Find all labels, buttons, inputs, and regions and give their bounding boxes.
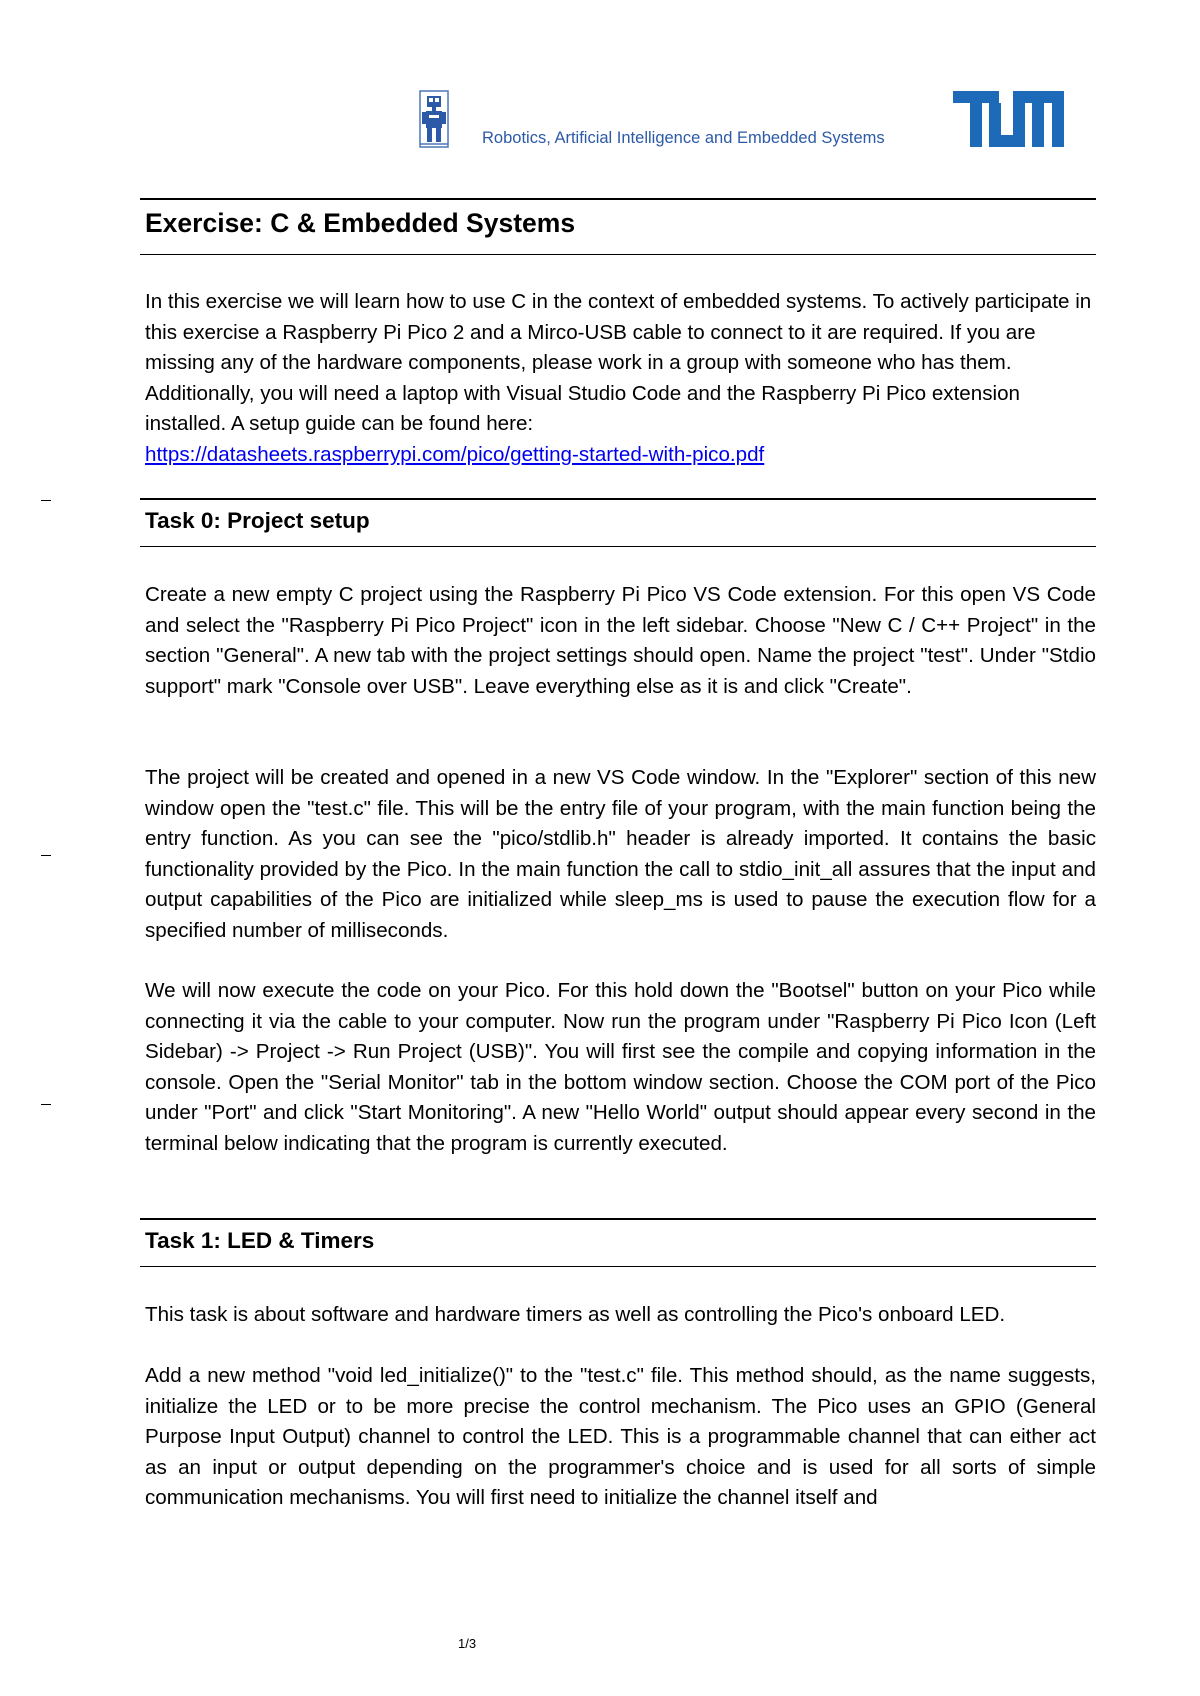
institute-name: Robotics, Artificial Intelligence and Embedded Systems <box>482 129 885 147</box>
title-top-rule <box>140 198 1096 200</box>
task0-paragraph-1: Create a new empty C project using the Raspberry Pi Pico VS Code extension. For this open VS Code and select the "Raspberry Pi Pico Project" icon in the left sidebar. Choose "New C / C++ Project" in the section "General". A new tab with the project settings should open. Name the project "test". Under "Stdio support" mark "Console over USB". Leave everything else as it is and click "Create". <box>145 583 1096 698</box>
title-bottom-rule <box>140 254 1096 255</box>
task1-bottom-rule <box>140 1266 1096 1267</box>
tum-logo-icon <box>953 91 1064 147</box>
task1-paragraph-2: Add a new method "void led_initialize()" to the "test.c" file. This method should, as the name suggests, initialize the LED or to be more precise the control mechanism. The Pico uses an GPIO (General Purpose Input Output) channel to control the LED. This is a programmable channel that can either act as an input or output depending on the programmer's choice and is used for all sorts of simple communication mechanisms. You will first need to initialize the channel itself and <box>145 1364 1096 1510</box>
task1-top-rule <box>140 1218 1096 1220</box>
task0-top-rule <box>140 498 1096 500</box>
task0-paragraph-3: We will now execute the code on your Pico. For this hold down the "Bootsel" button on your Pico while connecting it via the cable to your computer. Now run the program under "Raspberry Pi Pico Icon (Left Sidebar) -> Project -> Run Project (USB)". You will first see the compile and copying information in the console. Open the "Serial Monitor" tab in the bottom window section. Choose the COM port of the Pico under "Port" and click "Start Monitoring". A new "Hello World" output should appear every second in the terminal below indicating that the program is currently executed. <box>145 979 1096 1155</box>
task1-paragraph-1: This task is about software and hardware timers as well as controlling the Pico's onboard LED. <box>145 1303 1006 1326</box>
task0-bottom-rule <box>140 546 1096 547</box>
robot-logo-icon <box>419 90 449 148</box>
intro-text: In this exercise we will learn how to use C in the context of embedded systems. To actively participate in this exercise a Raspberry Pi Pico 2 and a Mirco-USB cable to connect to it are required. If you are missing any of the hardware components, please work in a group with someone who has them. Additionally, you will need a laptop with Visual Studio Code and the Raspberry Pi Pico extension installed. A setup guide can be found here: <box>145 290 1092 436</box>
margin-mark <box>41 1104 51 1105</box>
task0-heading: Task 0: Project setup <box>145 508 370 533</box>
task0-paragraph-2: The project will be created and opened in a new VS Code window. In the "Explorer" section of this new window open the "test.c" file. This will be the entry file of your program, with the main function being the entry function. As you can see the "pico/stdlib.h" header is already imported. It contains the basic functionality provided by the Pico. In the main function the call to stdio_init_all assures that the input and output capabilities of the Pico are initialized while sleep_ms is used to pause the execution flow for a specified number of milliseconds. <box>145 766 1096 942</box>
margin-mark <box>41 500 51 501</box>
task1-heading: Task 1: LED & Timers <box>145 1228 375 1253</box>
page-number: 1/3 <box>458 1636 477 1651</box>
setup-guide-link[interactable]: https://datasheets.raspberrypi.com/pico/getting-started-with-pico.pdf <box>145 442 765 466</box>
page-title: Exercise: C & Embedded Systems <box>145 208 576 238</box>
margin-mark <box>41 855 51 856</box>
intro-paragraph <box>145 287 1096 471</box>
